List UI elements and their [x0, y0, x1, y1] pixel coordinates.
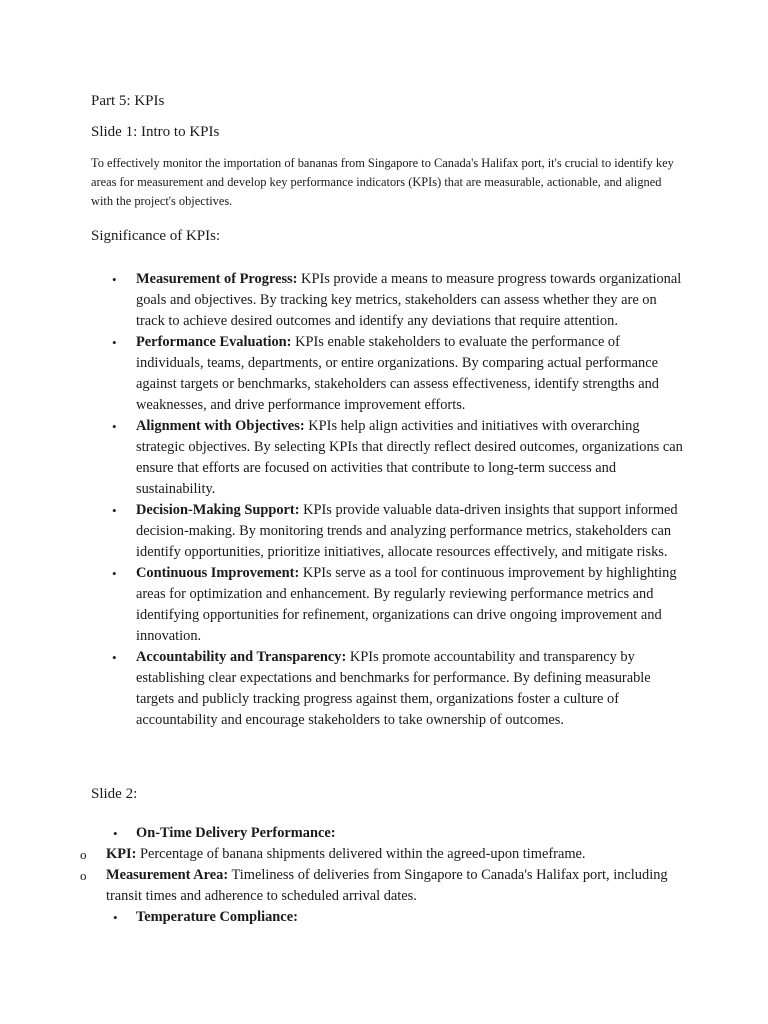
item-text: KPIs serve as a tool for continuous improvement by highlighting areas for optimization and enhancement. By regularly reviewing performance metrics and identifying opportunities for refinement, organizations can drive ongoing improvement and innovation.: [136, 565, 677, 644]
item-title: Accountability and Transparency:: [136, 649, 347, 665]
bullet-icon: •: [112, 503, 117, 518]
list-item: [107, 269, 687, 332]
circle-bullet-icon: o: [80, 847, 87, 862]
bullet-icon: •: [112, 272, 117, 287]
item-title: Performance Evaluation:: [136, 334, 292, 350]
list-item: [107, 416, 687, 500]
temp-title: Temperature Compliance:: [136, 909, 298, 925]
bullet-icon: •: [112, 566, 117, 581]
item-title: Measurement of Progress:: [136, 271, 298, 287]
list-item: [107, 332, 687, 416]
area-text: Timeliness of deliveries from Singapore to Canada's Halifax port, including transit times and adherence to scheduled arrival dates.: [106, 867, 668, 904]
slide2-content: [80, 823, 680, 928]
otd-title: On-Time Delivery Performance:: [136, 825, 336, 841]
bullet-icon: •: [112, 419, 117, 434]
slide1-heading: Slide 1: Intro to KPIs: [91, 124, 220, 140]
bullet-icon: •: [113, 826, 118, 841]
list-item: [80, 907, 680, 928]
item-title: Decision-Making Support:: [136, 502, 300, 518]
kpi-text: Percentage of banana shipments delivered within the agreed-upon timeframe.: [136, 846, 586, 862]
item-text: KPIs enable stakeholders to evaluate the performance of individuals, teams, departments, or entire organizations. By comparing actual performance against targets or benchmarks, stakeholders can assess effectiveness, identify strengths and weaknesses, and drive performance improvement efforts.: [136, 334, 659, 413]
significance-list: [107, 269, 687, 731]
bullet-icon: •: [112, 335, 117, 350]
part-heading: Part 5: KPIs: [91, 93, 165, 109]
significance-heading: Significance of KPIs:: [91, 228, 221, 244]
bullet-icon: •: [113, 910, 118, 925]
item-text: KPIs help align activities and initiatives with overarching strategic objectives. By selecting KPIs that directly reflect desired outcomes, organizations can ensure that efforts are focused on activities that contribute to long-term success and sustainability.: [136, 418, 683, 497]
kpi-label: KPI:: [106, 846, 137, 862]
circle-bullet-icon: o: [80, 868, 87, 883]
intro-paragraph: To effectively monitor the importation of bananas from Singapore to Canada's Halifax port, it's crucial to identify key areas for measurement and develop key performance indicators (KPIs) that are measurable, actionable, and aligned with the project's objectives.: [91, 156, 674, 208]
item-text: KPIs provide a means to measure progress towards organizational goals and objectives. By tracking key metrics, stakeholders can assess whether they are on track to achieve desired outcomes and identify any deviations that require attention.: [136, 271, 682, 329]
area-label: Measurement Area:: [106, 867, 229, 883]
item-title: Continuous Improvement:: [136, 565, 300, 581]
list-item: [80, 865, 680, 907]
bullet-icon: •: [112, 650, 117, 665]
slide2-heading: Slide 2:: [91, 786, 138, 802]
list-item: [80, 844, 680, 865]
item-text: KPIs provide valuable data-driven insights that support informed decision-making. By monitoring trends and analyzing performance metrics, stakeholders can identify opportunities, prioritize initiatives, allocate resources effectively, and mitigate risks.: [136, 502, 678, 560]
list-item: [107, 500, 687, 563]
list-item: [80, 823, 680, 844]
list-item: [107, 647, 687, 731]
item-text: KPIs promote accountability and transparency by establishing clear expectations and benchmarks for performance. By defining measurable targets and publicly tracking progress against them, organizations foster a culture of accountability and encourage stakeholders to take ownership of outcomes.: [136, 649, 651, 728]
list-item: [107, 563, 687, 647]
item-title: Alignment with Objectives:: [136, 418, 305, 434]
